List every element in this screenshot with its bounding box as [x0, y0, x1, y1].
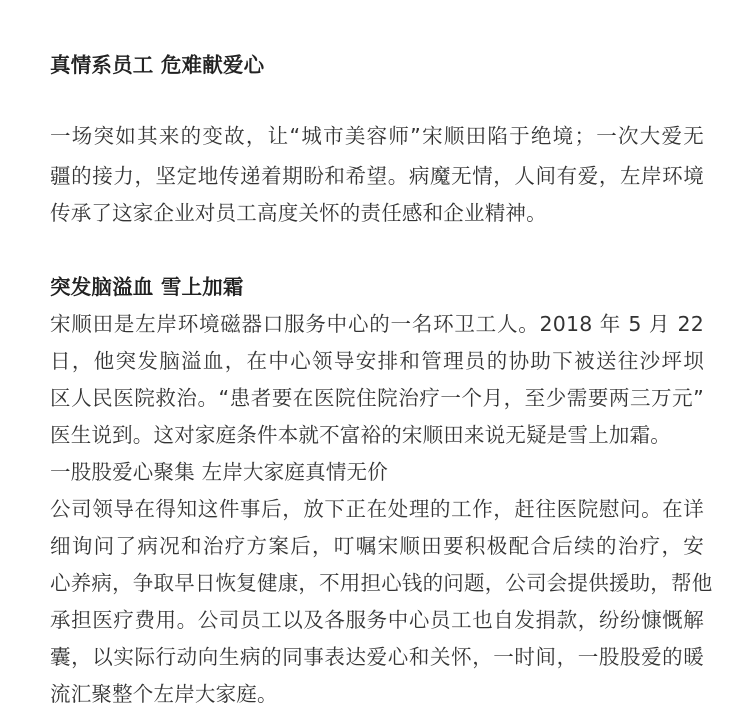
- section2-line: 公司领导在得知这件事后，放下正在处理的工作，赶往医院慰问。在详: [50, 497, 704, 521]
- section2-line: 囊，以实际行动向生病的同事表达爱心和关怀，一时间，一股股爱的暖: [50, 645, 704, 669]
- intro-line: 一场突如其来的变故，让“城市美容师”宋顺田陷于绝境；一次大爱无: [50, 124, 704, 148]
- intro-line: 疆的接力，坚定地传递着期盼和希望。病魔无情，人间有爱，左岸环境: [50, 164, 704, 188]
- article-title: 真情系员工 危难献爱心: [50, 53, 265, 77]
- section1-line: 日，他突发脑溢血，在中心领导安排和管理员的协助下被送往沙坪坝: [50, 349, 704, 373]
- section2-line: 流汇聚整个左岸大家庭。: [50, 682, 278, 706]
- section1-line: 医生说到。这对家庭条件本就不富裕的宋顺田来说无疑是雪上加霜。: [50, 423, 671, 447]
- section2-heading: 一股股爱心聚集 左岸大家庭真情无价: [50, 460, 388, 484]
- section1-line: 宋顺田是左岸环境磁器口服务中心的一名环卫工人。2018 年 5 月 22: [50, 312, 704, 336]
- section2-line: 承担医疗费用。公司员工以及各服务中心员工也自发捐款，纷纷慷慨解: [50, 608, 704, 632]
- section2-line: 心养病，争取早日恢复健康，不用担心钱的问题，公司会提供援助，帮他: [50, 571, 713, 595]
- section1-heading: 突发脑溢血 雪上加霜: [50, 275, 244, 299]
- section2-line: 细询问了病况和治疗方案后，叮嘱宋顺田要积极配合后续的治疗，安: [50, 534, 704, 558]
- section1-line: 区人民医院救治。“患者要在医院住院治疗一个月，至少需要两三万元”: [50, 386, 704, 410]
- intro-line: 传承了这家企业对员工高度关怀的责任感和企业精神。: [50, 201, 547, 225]
